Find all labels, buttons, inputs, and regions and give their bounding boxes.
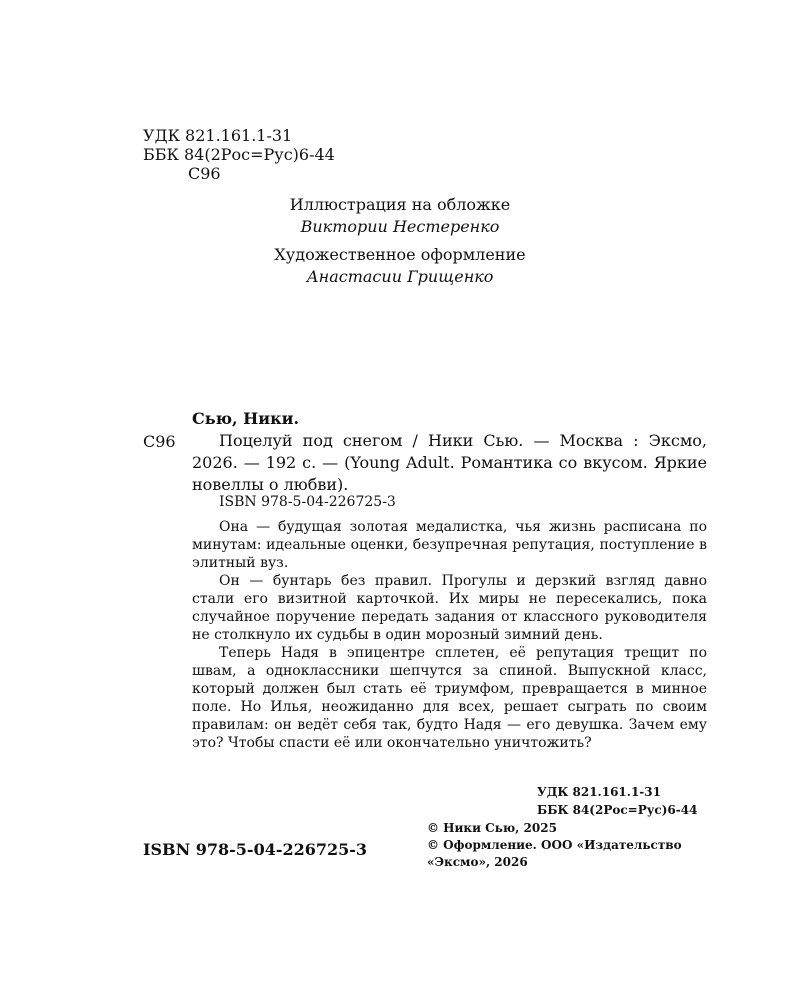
design-label: Художественное оформление <box>274 245 526 264</box>
record-author-mark: С96 <box>143 432 176 451</box>
bibliographic-description: Поцелуй под снегом / Ники Сью. — Москва : Эксмо, 2026. — 192 с. — (Young Adult. Романтика со вкусом. Яркие новеллы о любви). <box>192 431 707 494</box>
classification-block <box>143 126 335 183</box>
copyright-author: © Ники Сью, 2025 <box>427 821 557 835</box>
annotation-paragraph: Теперь Надя в эпицентре сплетен, её репутация трещит по швам, а одноклассники шепчутся за спиной. Выпускной класс, который должен был стать её триумфом, превращается в минное поле. Но Илья, неожиданно для всех, решает сыграть по своим правилам: он ведёт себя так, будто Надя — его девушка. Зачем ему это? Чтобы спасти её или окончательно уничтожить? <box>192 645 707 751</box>
footer-isbn: ISBN 978-5-04-226725-3 <box>143 840 368 859</box>
copyright-design-line2: «Эксмо», 2026 <box>427 855 528 869</box>
illustration-name: Виктории Нестеренко <box>300 217 500 236</box>
bbk-code: ББК 84(2Рос=Рус)6-44 <box>143 145 335 164</box>
illustration-credit <box>0 194 800 238</box>
copyright-design-line1: © Оформление. ООО «Издательство <box>427 838 682 852</box>
record-author: Сью, Ники. <box>192 409 300 428</box>
record-isbn: ISBN 978-5-04-226725-3 <box>219 494 396 510</box>
illustration-label: Иллюстрация на обложке <box>289 195 511 214</box>
udk-code: УДК 821.161.1-31 <box>143 126 293 145</box>
author-mark: С96 <box>188 164 221 183</box>
footer-udk: УДК 821.161.1-31 <box>537 785 661 799</box>
annotation-paragraph: Он — бунтарь без правил. Прогулы и дерзкий взгляд давно стали его визитной карточкой. Их миры не пересекались, пока случайное поручение передать задания от классного руководителя не столкнуло их судьбы в один морозный зимний день. <box>192 573 707 643</box>
annotation <box>192 518 707 752</box>
annotation-paragraph: Она — будущая золотая медалистка, чья жизнь расписана по минутам: идеальные оценки, безупречная репутация, поступление в элитный вуз. <box>192 519 707 571</box>
footer-bbk: ББК 84(2Рос=Рус)6-44 <box>537 803 698 817</box>
design-credit <box>0 244 800 288</box>
copyright-block <box>427 820 682 871</box>
design-name: Анастасии Грищенко <box>306 267 494 286</box>
footer-classification <box>537 783 697 819</box>
